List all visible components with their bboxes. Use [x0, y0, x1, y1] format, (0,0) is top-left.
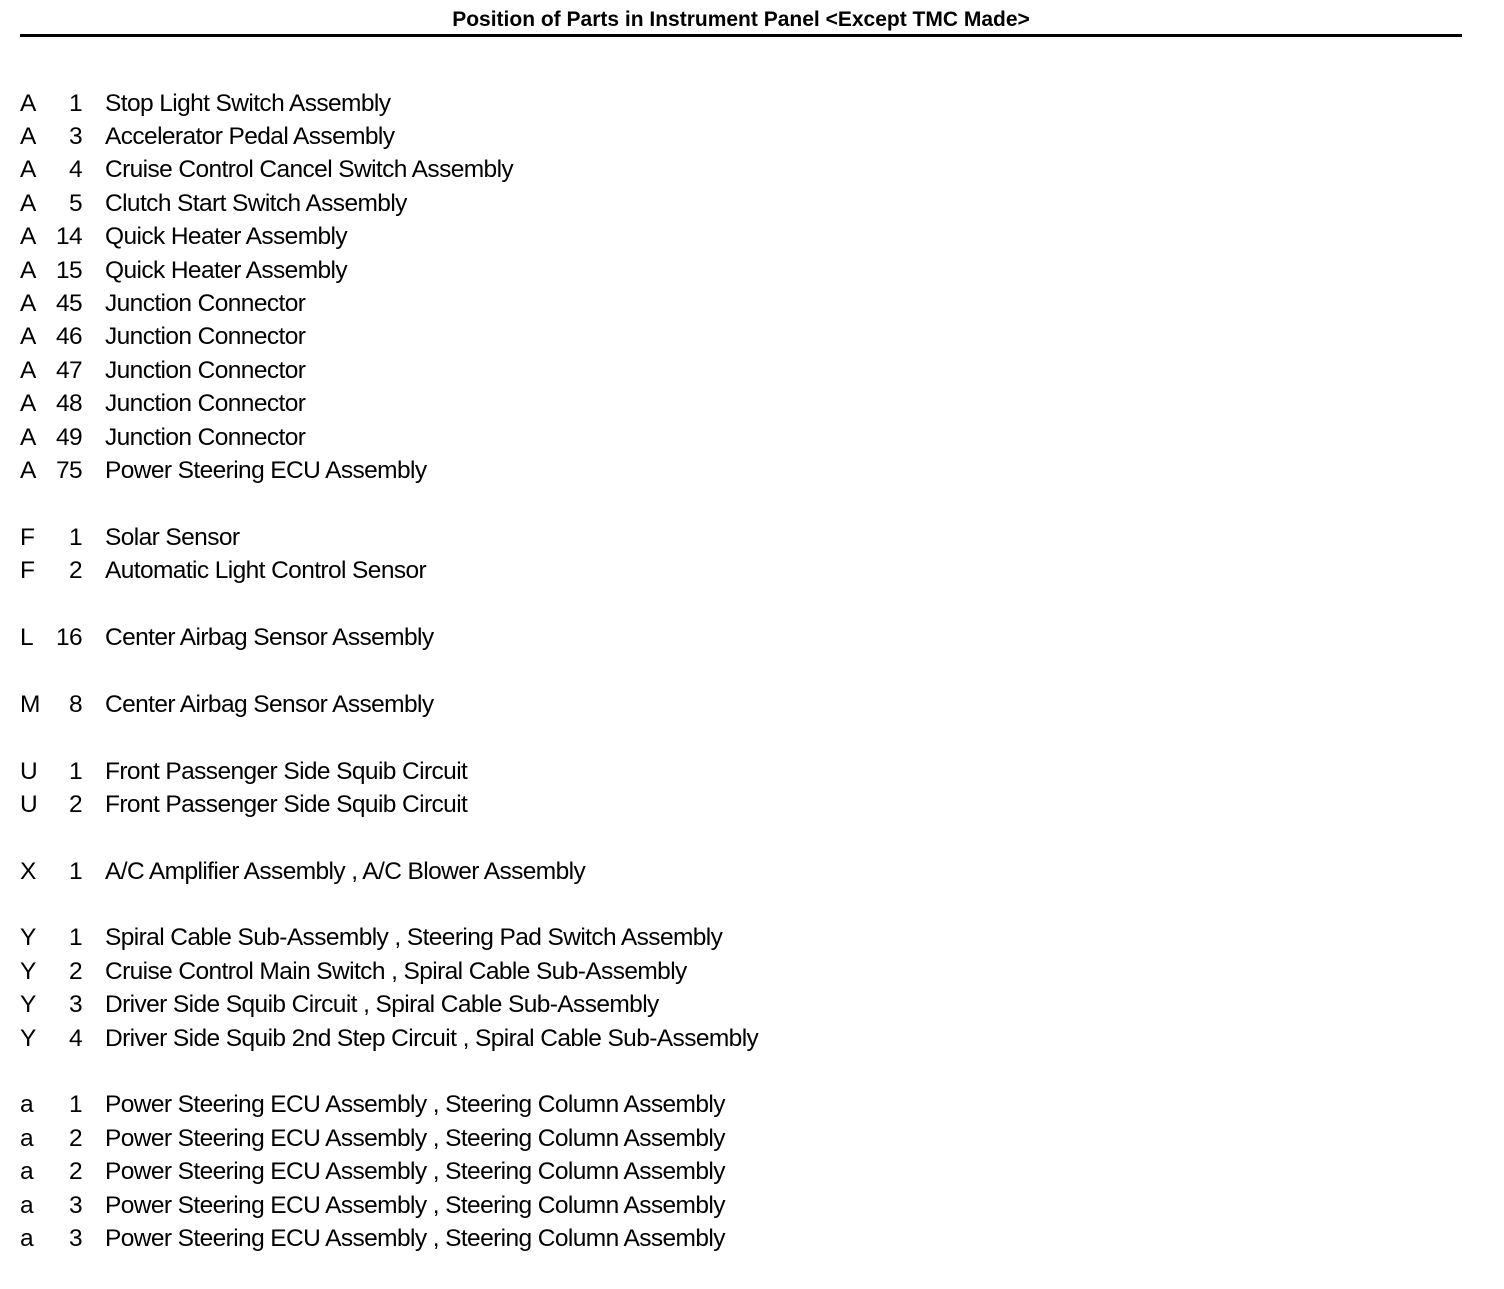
connector-number: 4 — [68, 156, 82, 184]
connector-letter: A — [20, 456, 36, 484]
part-row — [20, 855, 1220, 888]
connector-letter: A — [20, 256, 36, 284]
part-row — [20, 154, 1220, 187]
connector-letter: Y — [20, 1024, 36, 1052]
part-description: Power Steering ECU Assembly , Steering Column Assembly — [105, 1191, 725, 1219]
part-group — [20, 922, 1220, 1056]
connector-number: 5 — [68, 189, 82, 217]
connector-letter: Y — [20, 957, 36, 985]
connector-letter: a — [20, 1091, 34, 1119]
part-row — [20, 187, 1220, 220]
part-description: Cruise Control Cancel Switch Assembly — [105, 156, 514, 184]
connector-number: 75 — [55, 456, 82, 484]
connector-letter: U — [20, 790, 38, 818]
parts-list — [20, 87, 1220, 1289]
connector-letter: F — [20, 523, 35, 551]
part-description: Quick Heater Assembly — [105, 223, 348, 251]
connector-letter: a — [20, 1224, 34, 1252]
connector-number: 14 — [55, 223, 82, 251]
part-row — [20, 1022, 1220, 1055]
connector-number: 1 — [68, 523, 82, 551]
connector-number: 1 — [68, 757, 82, 785]
connector-letter: A — [20, 223, 36, 251]
connector-number: 2 — [68, 1124, 82, 1152]
part-group — [20, 855, 1220, 888]
connector-number: 1 — [68, 1091, 82, 1119]
connector-number: 1 — [68, 89, 82, 117]
connector-letter: A — [20, 290, 36, 318]
connector-number: 48 — [55, 390, 82, 418]
part-description: Solar Sensor — [105, 523, 240, 551]
part-row — [20, 1222, 1220, 1255]
part-description: Quick Heater Assembly — [105, 256, 348, 284]
part-group — [20, 621, 1220, 654]
connector-letter: A — [20, 89, 36, 117]
connector-letter: A — [20, 189, 36, 217]
title-underline — [20, 34, 1462, 37]
part-row — [20, 989, 1220, 1022]
part-description: Junction Connector — [105, 356, 306, 384]
connector-number: 4 — [68, 1024, 82, 1052]
part-description: Power Steering ECU Assembly , Steering Column Assembly — [105, 1158, 725, 1186]
connector-number: 49 — [55, 423, 82, 451]
part-description: Stop Light Switch Assembly — [105, 89, 391, 117]
connector-number: 3 — [68, 1191, 82, 1219]
part-row — [20, 1122, 1220, 1155]
part-description: Clutch Start Switch Assembly — [105, 189, 407, 217]
connector-number: 2 — [68, 557, 82, 585]
connector-number: 2 — [68, 1158, 82, 1186]
part-group — [20, 688, 1220, 721]
part-group — [20, 755, 1220, 822]
part-row — [20, 688, 1220, 721]
part-description: Cruise Control Main Switch , Spiral Cable Sub-Assembly — [105, 957, 687, 985]
part-description: Power Steering ECU Assembly — [105, 456, 427, 484]
part-row — [20, 755, 1220, 788]
connector-letter: A — [20, 323, 36, 351]
part-row — [20, 788, 1220, 821]
connector-number: 2 — [68, 790, 82, 818]
connector-number: 46 — [55, 323, 82, 351]
part-description: A/C Amplifier Assembly , A/C Blower Assembly — [105, 857, 586, 885]
part-row — [20, 621, 1220, 654]
part-description: Center Airbag Sensor Assembly — [105, 690, 434, 718]
connector-number: 45 — [55, 290, 82, 318]
part-description: Power Steering ECU Assembly , Steering Column Assembly — [105, 1091, 725, 1119]
connector-letter: a — [20, 1158, 34, 1186]
part-row — [20, 120, 1220, 153]
part-group — [20, 87, 1220, 488]
part-description: Automatic Light Control Sensor — [105, 557, 427, 585]
part-row — [20, 87, 1220, 120]
part-row — [20, 321, 1220, 354]
part-row — [20, 1156, 1220, 1189]
connector-letter: Y — [20, 991, 36, 1019]
part-row — [20, 254, 1220, 287]
part-row — [20, 1089, 1220, 1122]
connector-number: 15 — [55, 256, 82, 284]
connector-letter: U — [20, 757, 38, 785]
connector-number: 2 — [68, 957, 82, 985]
connector-letter: A — [20, 156, 36, 184]
part-description: Driver Side Squib 2nd Step Circuit , Spiral Cable Sub-Assembly — [105, 1024, 759, 1052]
connector-number: 8 — [68, 690, 82, 718]
part-row — [20, 955, 1220, 988]
connector-letter: M — [20, 690, 40, 718]
connector-number: 47 — [55, 356, 82, 384]
part-row — [20, 221, 1220, 254]
part-row — [20, 521, 1220, 554]
connector-letter: F — [20, 557, 35, 585]
part-description: Junction Connector — [105, 290, 306, 318]
part-group — [20, 521, 1220, 588]
connector-number: 1 — [68, 924, 82, 952]
connector-number: 3 — [68, 1224, 82, 1252]
part-description: Junction Connector — [105, 423, 306, 451]
part-row — [20, 388, 1220, 421]
part-description: Power Steering ECU Assembly , Steering Column Assembly — [105, 1224, 725, 1252]
connector-number: 16 — [55, 623, 82, 651]
part-description: Driver Side Squib Circuit , Spiral Cable Sub-Assembly — [105, 991, 659, 1019]
part-description: Front Passenger Side Squib Circuit — [105, 790, 468, 818]
part-description: Front Passenger Side Squib Circuit — [105, 757, 468, 785]
connector-letter: a — [20, 1191, 34, 1219]
connector-letter: A — [20, 423, 36, 451]
part-description: Power Steering ECU Assembly , Steering Column Assembly — [105, 1124, 725, 1152]
connector-number: 3 — [68, 991, 82, 1019]
part-description: Accelerator Pedal Assembly — [105, 123, 395, 151]
connector-letter: L — [20, 623, 34, 651]
part-row — [20, 421, 1220, 454]
connector-number: 3 — [68, 123, 82, 151]
connector-number: 1 — [68, 857, 82, 885]
part-description: Spiral Cable Sub-Assembly , Steering Pad Switch Assembly — [105, 924, 723, 952]
part-description: Junction Connector — [105, 390, 306, 418]
connector-letter: A — [20, 390, 36, 418]
part-description: Center Airbag Sensor Assembly — [105, 623, 434, 651]
part-description: Junction Connector — [105, 323, 306, 351]
connector-letter: a — [20, 1124, 34, 1152]
connector-letter: A — [20, 123, 36, 151]
part-row — [20, 554, 1220, 587]
connector-letter: A — [20, 356, 36, 384]
part-row — [20, 454, 1220, 487]
page-title: Position of Parts in Instrument Panel <Except TMC Made> — [452, 8, 1030, 31]
part-row — [20, 354, 1220, 387]
part-row — [20, 1189, 1220, 1222]
part-group — [20, 1089, 1220, 1256]
part-row — [20, 922, 1220, 955]
part-row — [20, 287, 1220, 320]
connector-letter: Y — [20, 924, 36, 952]
connector-letter: X — [20, 857, 36, 885]
